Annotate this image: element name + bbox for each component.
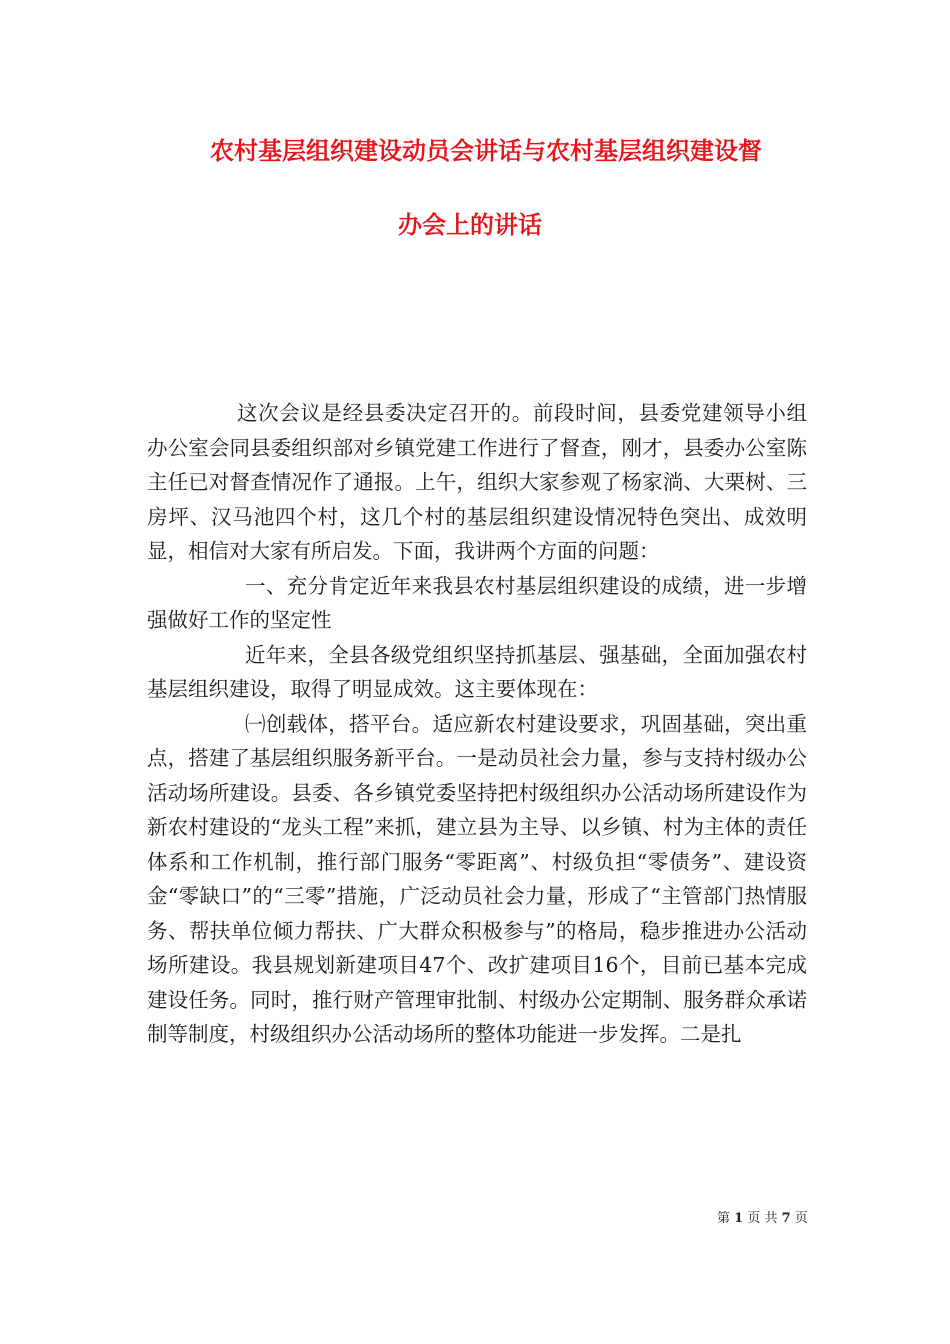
page-number-footer bbox=[717, 1207, 808, 1226]
footer-suffix: 页 bbox=[794, 1211, 808, 1226]
paragraph-achievements: 近年来，全县各级党组织坚持抓基层、强基础，全面加强农村基层组织建设，取得了明显成效。这主要体现在： bbox=[147, 642, 807, 701]
footer-current-page: 1 bbox=[734, 1211, 744, 1226]
paragraph-platform: ㈠创载体，搭平台。适应新农村建设要求，巩固基础，突出重点，搭建了基层组织服务新平台。一是动员社会力量，参与支持村级办公活动场所建设。县委、各乡镇党委坚持把村级组织办公活动场所建设作为新农村建设的“龙头工程”来抓，建立县为主导、以乡镇、村为主体的责任体系和工作机制，推行部门服务“零距离”、村级负担“零债务”、建设资金“零缺口”的“三零”措施，广泛动员社会力量，形成了“主管部门热情服务、帮扶单位倾力帮扶、广大群众积极参与”的格局，稳步推进办公活动场所建设。我县规划新建项目47个、改扩建项目16个，目前已基本完成建设任务。同时，推行财产管理审批制、村级办公定期制、服务群众承诺制等制度，村级组织办公活动场所的整体功能进一步发挥。二是扎 bbox=[147, 711, 807, 1046]
document-body bbox=[147, 396, 807, 1052]
footer-prefix: 第 bbox=[717, 1211, 731, 1226]
document-title-line-1: 农村基层组织建设动员会讲话与农村基层组织建设督 bbox=[210, 136, 762, 165]
paragraph-intro: 这次会议是经县委决定召开的。前段时间，县委党建领导小组办公室会同县委组织部对乡镇党建工作进行了督查，刚才，县委办公室陈主任已对督查情况作了通报。上午，组织大家参观了杨家淌、大栗树、三房坪、汉马池四个村，这几个村的基层组织建设情况特色突出、成效明显，相信对大家有所启发。下面，我讲两个方面的问题： bbox=[147, 401, 807, 563]
section-heading-1: 一、充分肯定近年来我县农村基层组织建设的成绩，进一步增强做好工作的坚定性 bbox=[147, 573, 807, 632]
footer-total-pages: 7 bbox=[781, 1211, 791, 1226]
document-title-line-2: 办会上的讲话 bbox=[398, 210, 542, 239]
footer-middle: 页 共 bbox=[747, 1211, 778, 1226]
